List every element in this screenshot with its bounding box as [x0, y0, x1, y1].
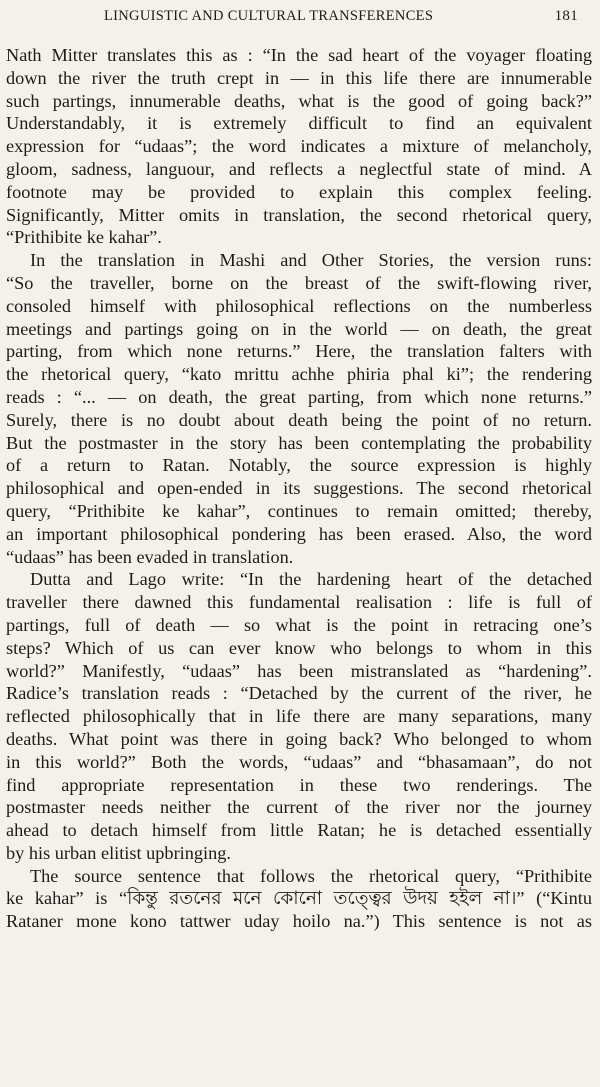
- text-line: consoled himself with philosophical reflections on the numberless: [6, 295, 592, 316]
- text-line: the rhetorical query, “kato mrittu achhe phiria phal ki”; the rendering: [6, 364, 592, 385]
- text-line: ahead to detach himself from little Ratan; he is detached essentially: [6, 820, 592, 841]
- paragraph: [6, 865, 592, 933]
- text-line: Understandably, it is extremely difficult to find an equivalent: [6, 113, 592, 134]
- text-line: such partings, innumerable deaths, what is the good of going back?”: [6, 90, 592, 111]
- text-line: gloom, sadness, languour, and reflects a neglectful state of mind. A: [6, 158, 592, 179]
- paragraph: [6, 249, 592, 568]
- text-line: The source sentence that follows the rhetorical query, “Prithibite: [30, 865, 592, 886]
- text-line: by his urban elitist upbringing.: [6, 842, 231, 863]
- text-line: expression for “udaas”; the word indicates a mixture of melancholy,: [6, 136, 592, 157]
- text-line: reflected philosophically that in life there are many separations, many: [6, 706, 592, 727]
- paragraph: [6, 568, 592, 864]
- text-line: ke kahar” is “কিন্তু রতনের মনে কোনো তত্ত্বের উদয় হইল না।” (“Kintu: [6, 888, 592, 909]
- text-line: philosophical and open-ended in its suggestions. The second rhetorical: [6, 478, 592, 499]
- text-line: footnote may be provided to explain this complex feeling.: [6, 181, 592, 202]
- text-line: Nath Mitter translates this as : “In the sad heart of the voyager floating: [6, 45, 592, 65]
- body-text: [6, 44, 592, 933]
- text-line: Surely, there is no doubt about death being the point of no return.: [6, 409, 592, 430]
- text-line: But the postmaster in the story has been contemplating the probability: [6, 432, 592, 453]
- text-line: postmaster needs neither the current of the river nor the journey: [6, 797, 592, 818]
- text-line: Dutta and Lago write: “In the hardening heart of the detached: [30, 569, 592, 590]
- text-line: down the river the truth crept in — in this life there are innumerable: [6, 67, 592, 88]
- text-line: of a return to Ratan. Notably, the source expression is highly: [6, 455, 592, 476]
- paragraph: [6, 44, 592, 249]
- text-line: In the translation in Mashi and Other Stories, the version runs:: [30, 250, 592, 271]
- running-head: [0, 6, 600, 28]
- text-line: world?” Manifestly, “udaas” has been mistranslated as “hardening”.: [6, 660, 592, 681]
- text-line: “So the traveller, borne on the breast of the swift-flowing river,: [6, 272, 592, 293]
- text-line: “Prithibite ke kahar”.: [6, 227, 162, 248]
- text-line: Radice’s translation reads : “Detached by the current of the river, he: [6, 683, 592, 704]
- text-line: “udaas” has been evaded in translation.: [6, 546, 294, 567]
- text-line: query, “Prithibite ke kahar”, continues to remain omitted; thereby,: [6, 500, 592, 521]
- text-line: parting, from which none returns.” Here, the translation falters with: [6, 341, 592, 362]
- text-line: meetings and partings going on in the world — on death, the great: [6, 318, 592, 339]
- text-line: Rataner mone kono tattwer uday hoilo na.”) This sentence is not as: [6, 911, 592, 932]
- text-line: reads : “... — on death, the great parting, from which none returns.”: [6, 386, 592, 407]
- text-line: find appropriate representation in these two renderings. The: [6, 774, 592, 795]
- text-line: steps? Which of us can ever know who belongs to whom in this: [6, 637, 592, 658]
- text-line: partings, full of death — so what is the point in retracing one’s: [6, 614, 592, 635]
- text-line: traveller there dawned this fundamental realisation : life is full of: [6, 592, 592, 613]
- page-number: 181: [554, 8, 578, 24]
- running-head-title: LINGUISTIC AND CULTURAL TRANSFERENCES: [104, 8, 434, 24]
- text-line: an important philosophical pondering has been erased. Also, the word: [6, 523, 592, 544]
- text-line: in this world?” Both the words, “udaas” and “bhasamaan”, do not: [6, 751, 592, 772]
- text-line: deaths. What point was there in going back? Who belonged to whom: [6, 728, 592, 749]
- text-line: Significantly, Mitter omits in translation, the second rhetorical query,: [6, 204, 592, 225]
